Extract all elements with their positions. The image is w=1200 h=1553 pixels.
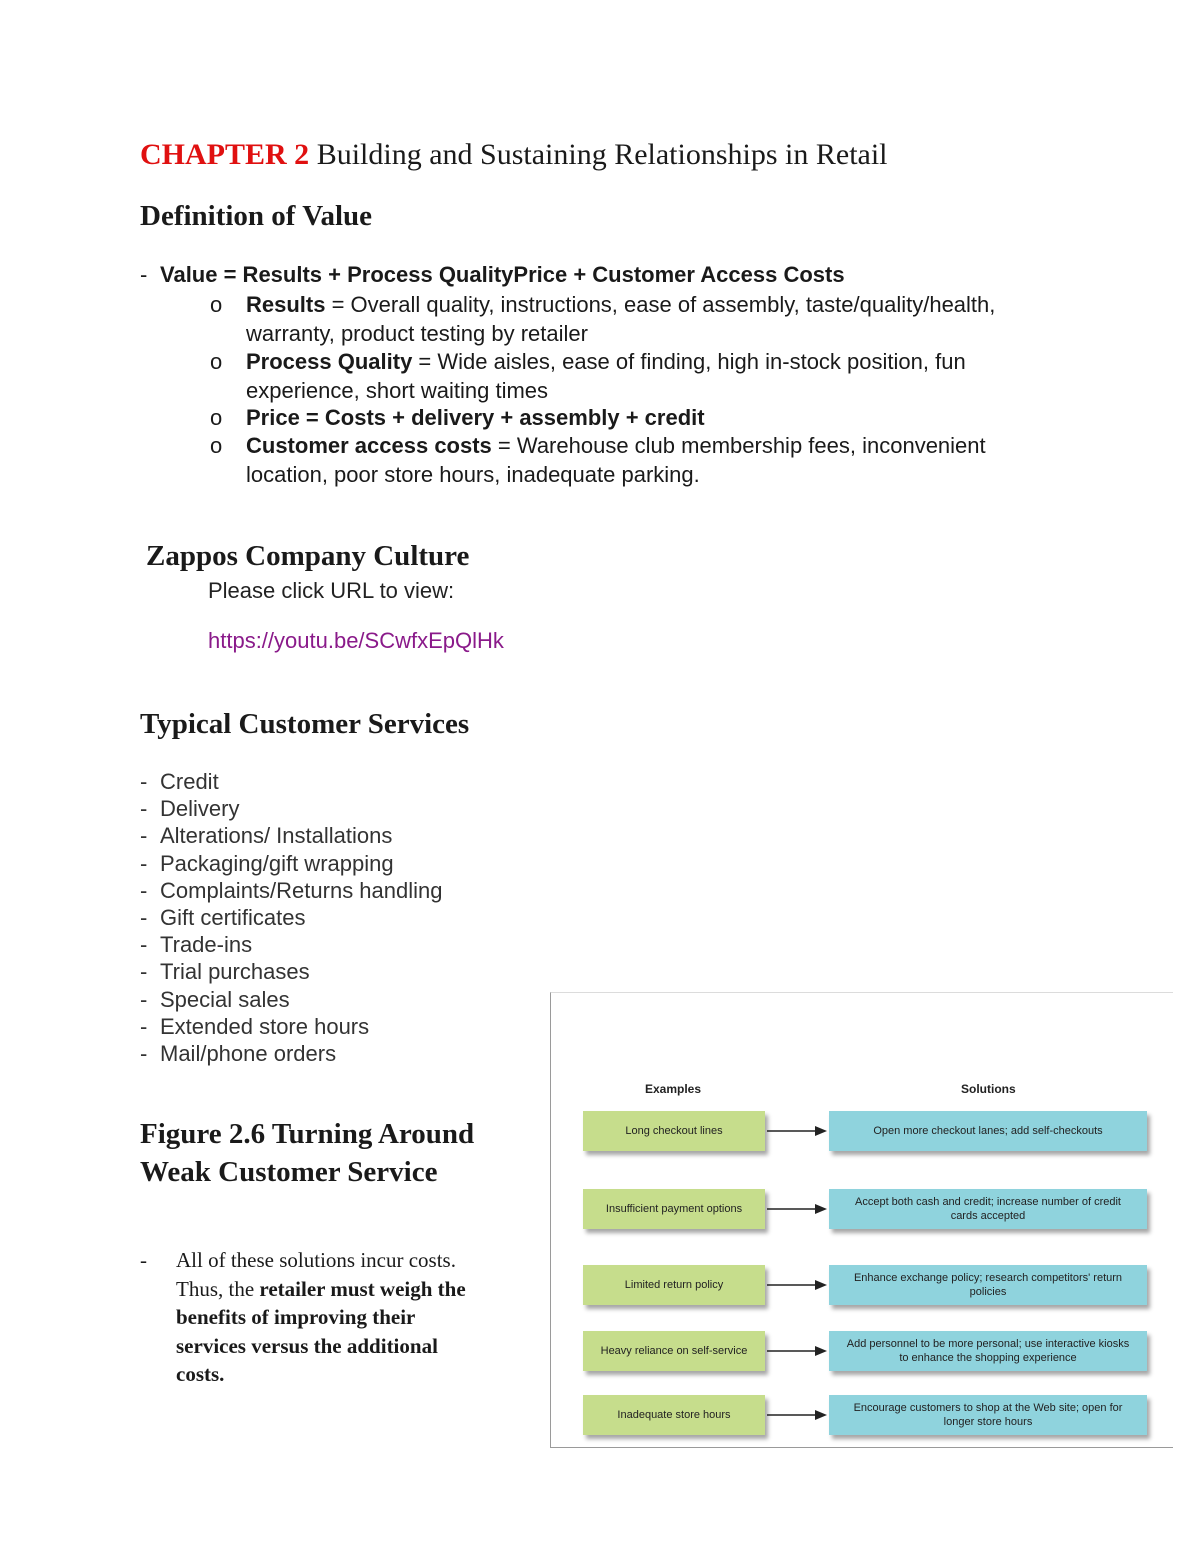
arrow-icon — [767, 1409, 827, 1421]
examples-column-header: Examples — [645, 1082, 702, 1096]
solution-box: Encourage customers to shop at the Web site; open for longer store hours — [829, 1395, 1147, 1435]
value-item-term: Price = Costs + delivery + assembly + credit — [246, 405, 705, 430]
value-item-term: Customer access costs — [246, 433, 492, 458]
value-formula-text: Value = Results + Process QualityPrice + Customer Access Costs — [160, 262, 845, 287]
example-box: Inadequate store hours — [583, 1395, 765, 1435]
value-item-price: o Price = Costs + delivery + assembly + credit — [210, 405, 705, 430]
value-item-process-quality: o Process Quality = Wide aisles, ease of finding, high in-stock position, fun experience, short waiting times — [210, 349, 966, 403]
chapter-title-text: Building and Sustaining Relationships in Retail — [309, 138, 888, 171]
list-item: - Trial purchases — [140, 959, 310, 985]
example-box: Heavy reliance on self-service — [583, 1331, 765, 1371]
value-formula: - Value = Results + Process QualityPrice + Customer Access Costs — [140, 262, 845, 287]
note-line: costs. — [176, 1362, 225, 1386]
value-item-desc: = Warehouse club membership fees, inconvenient location, poor store hours, inadequate parking. — [246, 433, 986, 487]
solution-box: Accept both cash and credit; increase number of credit cards accepted — [829, 1189, 1147, 1229]
figure-heading-line2: Weak Customer Service — [140, 1156, 438, 1188]
list-item: - Special sales — [140, 986, 290, 1012]
list-item: - Delivery — [140, 796, 240, 822]
arrow-icon — [767, 1345, 827, 1357]
zappos-prompt: Please click URL to view: — [208, 578, 455, 603]
arrow-icon — [767, 1203, 827, 1215]
list-item: - Packaging/gift wrapping — [140, 850, 394, 876]
value-item-term: Process Quality — [246, 349, 413, 374]
zappos-heading: Zappos Company Culture — [146, 540, 470, 572]
services-list — [140, 768, 443, 1067]
value-item-term: Results — [246, 292, 326, 317]
list-item: - Alterations/ Installations — [140, 823, 393, 849]
example-box: Insufficient payment options — [583, 1189, 765, 1229]
solution-box: Open more checkout lanes; add self-checkouts — [829, 1111, 1147, 1151]
figure-diagram — [550, 992, 1173, 1448]
arrow-icon — [767, 1125, 827, 1137]
services-heading: Typical Customer Services — [140, 708, 470, 740]
list-item: - Gift certificates — [140, 905, 306, 931]
list-item: - Mail/phone orders — [140, 1041, 337, 1067]
arrow-icon — [767, 1279, 827, 1291]
figure-heading-line1: Figure 2.6 Turning Around — [140, 1118, 475, 1150]
note-line: benefits of improving their — [176, 1305, 416, 1329]
value-item-desc: = Overall quality, instructions, ease of assembly, taste/quality/health, warranty, product testing by retailer — [246, 292, 996, 346]
example-box: Limited return policy — [583, 1265, 765, 1305]
note-line: Thus, the retailer must weigh the — [176, 1276, 466, 1301]
value-item-results: o Results = Overall quality, instructions, ease of assembly, taste/quality/health, warranty, product testing by retailer — [210, 292, 996, 346]
chapter-title — [140, 138, 888, 172]
note-line: services versus the additional — [176, 1333, 438, 1358]
value-heading: Definition of Value — [140, 200, 373, 232]
value-item-access-costs: o Customer access costs = Warehouse club membership fees, inconvenient location, poor store hours, inadequate parking. — [210, 433, 986, 487]
list-item: - Trade-ins — [140, 932, 253, 958]
chapter-number: CHAPTER 2 — [140, 138, 310, 171]
list-item: - Extended store hours — [140, 1013, 370, 1039]
solutions-column-header: Solutions — [961, 1082, 1016, 1096]
list-item: - Credit — [140, 769, 219, 794]
list-item: - Complaints/Returns handling — [140, 877, 443, 903]
example-box: Long checkout lines — [583, 1111, 765, 1151]
solution-box: Add personnel to be more personal; use interactive kiosks to enhance the shopping experience — [829, 1331, 1147, 1371]
zappos-url-link[interactable]: https://youtu.be/SCwfxEpQlHk — [208, 628, 504, 653]
note-line: All of these solutions incur costs. — [176, 1248, 456, 1272]
solution-box: Enhance exchange policy; research competitors' return policies — [829, 1265, 1147, 1305]
value-item-desc: = Wide aisles, ease of finding, high in-stock position, fun experience, short waiting times — [246, 349, 966, 403]
